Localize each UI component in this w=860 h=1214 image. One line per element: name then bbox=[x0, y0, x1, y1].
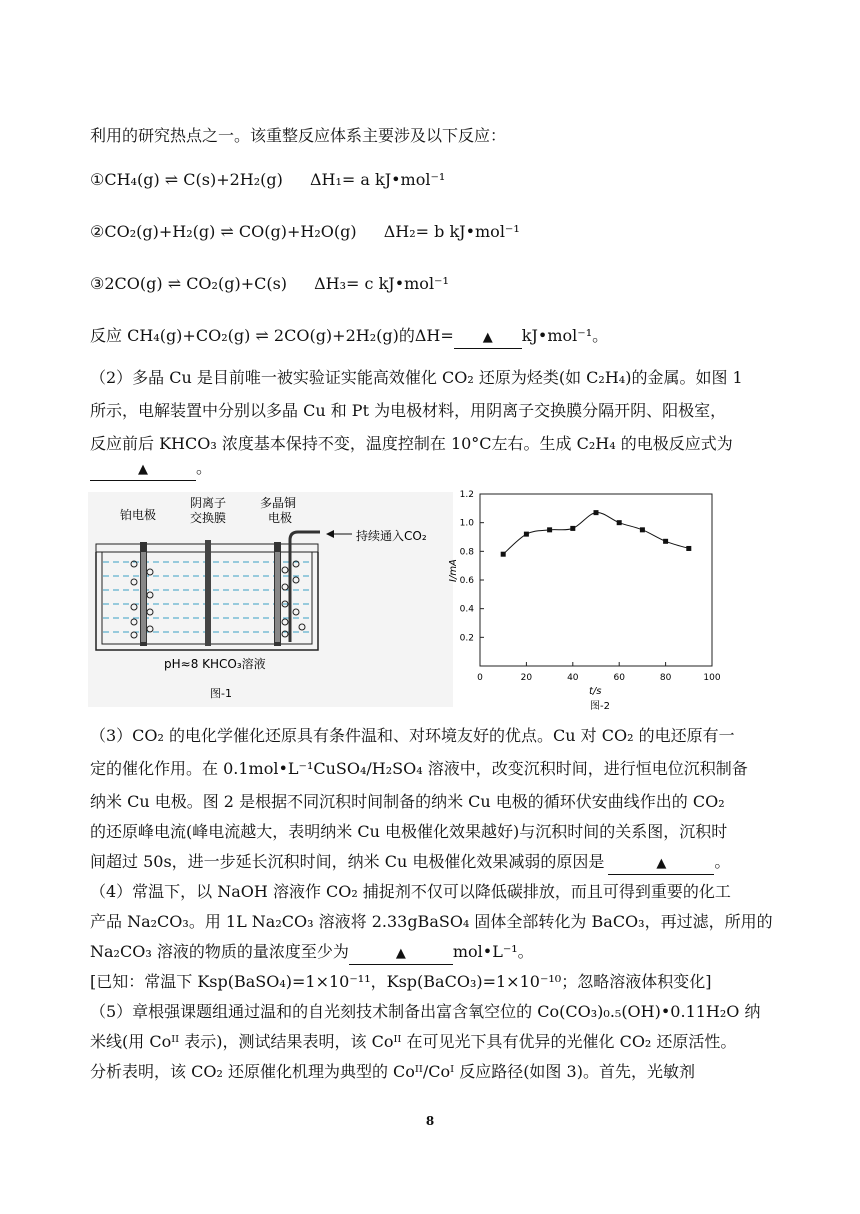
x-tick-label: 100 bbox=[703, 673, 721, 683]
answer-blank-1 bbox=[454, 326, 522, 349]
y-tick-label: 0.2 bbox=[459, 633, 474, 644]
x-tick-label: 40 bbox=[567, 673, 579, 683]
q3-line-5 bbox=[90, 852, 730, 875]
triangle-marker-icon: ▲ bbox=[395, 946, 406, 961]
question-1 bbox=[90, 326, 608, 349]
q2-line-4 bbox=[90, 458, 212, 481]
q2-line-2: 所示，电解装置中分别以多晶 Cu 和 Pt 为电极材料，用阴离子交换膜分隔开阴、阳极室， bbox=[90, 401, 727, 420]
y-tick-label: 0.8 bbox=[459, 547, 474, 558]
series-line bbox=[503, 513, 689, 555]
reaction-2-enthalpy: ΔH₂= b kJ•mol⁻¹ bbox=[383, 222, 520, 241]
x-tick-label: 80 bbox=[659, 673, 672, 683]
data-point bbox=[663, 539, 668, 544]
membrane-label-1: 阴离子 bbox=[190, 496, 227, 510]
triangle-marker-icon: ▲ bbox=[656, 856, 667, 871]
reaction-3-equation: ③2CO(g) ⇌ CO₂(g)+C(s) bbox=[90, 274, 288, 293]
data-point bbox=[617, 520, 622, 525]
q5-line-1: （5）章根强课题组通过温和的自光刻技术制备出富含氧空位的 Co(CO₃)₀.₅(OH)•0.11H₂O 纳 bbox=[90, 1002, 761, 1021]
x-axis-label: t/s bbox=[589, 686, 602, 697]
triangle-marker-icon: ▲ bbox=[482, 330, 493, 345]
co2-inlet-label: 持续通入CO₂ bbox=[356, 529, 427, 543]
x-tick-label: 0 bbox=[477, 673, 483, 683]
q3-end: 。 bbox=[714, 852, 731, 871]
q4-line-3-text: Na₂CO₃ 溶液的物质的量浓度至少为 bbox=[90, 942, 349, 961]
plot-frame bbox=[480, 494, 712, 666]
q5-line-3: 分析表明，该 CO₂ 还原催化机理为典型的 Coᴵᴵ/Coᴵ 反应路径(如图 3)。首先，光敏剂 bbox=[90, 1062, 695, 1081]
x-tick-label: 20 bbox=[520, 673, 533, 683]
cu-electrode-label-1: 多晶铜 bbox=[260, 496, 297, 510]
reaction-3 bbox=[90, 274, 449, 294]
intro-line: 利用的研究热点之一。该重整反应体系主要涉及以下反应： bbox=[90, 126, 507, 145]
q3-line-2: 定的催化作用。在 0.1mol•L⁻¹CuSO₄/H₂SO₄ 溶液中，改变沉积时间，进行恒电位沉积制备 bbox=[90, 759, 748, 778]
y-tick-label: 0.4 bbox=[459, 604, 474, 615]
answer-blank-2 bbox=[90, 458, 196, 481]
pt-electrode-label: 铂电极 bbox=[120, 508, 157, 522]
answer-blank-3 bbox=[608, 852, 714, 875]
reaction-3-enthalpy: ΔH₃= c kJ•mol⁻¹ bbox=[314, 274, 449, 293]
q2-line-1: （2）多晶 Cu 是目前唯一被实验证实能高效催化 CO₂ 还原为烃类(如 C₂H₄)的金属。如图 1 bbox=[90, 368, 743, 387]
q4-line-1: （4）常温下，以 NaOH 溶液作 CO₂ 捕捉剂不仅可以降低碳排放，而且可得到重要的化工 bbox=[90, 882, 731, 901]
q3-line-4: 的还原峰电流(峰电流越大，表明纳米 Cu 电极催化效果越好)与沉积时间的关系图，沉积时 bbox=[90, 822, 728, 841]
figure-2-caption: 图-2 bbox=[590, 701, 610, 712]
answer-blank-4 bbox=[349, 942, 453, 965]
q1-text: 反应 CH₄(g)+CO₂(g) ⇌ 2CO(g)+2H₂(g)的ΔH= bbox=[90, 326, 454, 345]
solution-label: pH≈8 KHCO₃溶液 bbox=[164, 657, 266, 671]
data-point bbox=[640, 527, 645, 532]
x-tick-label: 60 bbox=[613, 673, 625, 683]
figure-1-caption: 图-1 bbox=[210, 687, 232, 700]
q4-unit: mol•L⁻¹。 bbox=[452, 942, 534, 961]
q4-known-data: [已知：常温下 Ksp(BaSO₄)=1×10⁻¹¹，Ksp(BaCO₃)=1×10⁻¹⁰；忽略溶液体积变化] bbox=[90, 972, 712, 991]
cu-electrode-label-2: 电极 bbox=[268, 511, 293, 525]
figure-1-apparatus bbox=[88, 492, 453, 707]
reaction-2-equation: ②CO₂(g)+H₂(g) ⇌ CO(g)+H₂O(g) bbox=[90, 222, 357, 241]
q3-line-3: 纳米 Cu 电极。图 2 是根据不同沉积时间制备的纳米 Cu 电极的循环伏安曲线作出的 CO₂ bbox=[90, 792, 725, 811]
y-tick-label: 0.6 bbox=[459, 576, 474, 586]
y-tick-label: 1.2 bbox=[459, 490, 474, 500]
triangle-marker-icon: ▲ bbox=[138, 462, 148, 477]
q4-line-3 bbox=[90, 942, 534, 965]
page-number: 8 bbox=[425, 1114, 435, 1128]
figure-2-chart bbox=[440, 484, 725, 716]
reaction-2 bbox=[90, 222, 520, 242]
reaction-1-enthalpy: ΔH₁= a kJ•mol⁻¹ bbox=[309, 170, 446, 189]
data-point bbox=[547, 527, 552, 532]
q3-line-5-text: 间超过 50s，进一步延长沉积时间，纳米 Cu 电极催化效果减弱的原因是 bbox=[90, 852, 605, 871]
q5-line-2: 米线(用 Coᴵᴵ 表示)，测试结果表明，该 Coᴵᴵ 在可见光下具有优异的光催化 CO₂ 还原活性。 bbox=[90, 1032, 737, 1051]
q2-line-3: 反应前后 KHCO₃ 浓度基本保持不变，温度控制在 10°C左右。生成 C₂H₄ 的电极反应式为 bbox=[90, 434, 733, 453]
membrane-label-2: 交换膜 bbox=[190, 511, 227, 525]
data-point bbox=[524, 532, 529, 537]
q3-line-1: （3）CO₂ 的电化学催化还原具有条件温和、对环境友好的优点。Cu 对 CO₂ 的电还原有一 bbox=[90, 726, 735, 745]
q1-unit: kJ•mol⁻¹。 bbox=[521, 326, 609, 345]
q4-line-2: 产品 Na₂CO₃。用 1L Na₂CO₃ 溶液将 2.33gBaSO₄ 固体全部转化为 BaCO₃，再过滤，所用的 bbox=[90, 912, 773, 931]
y-tick-label: 1.0 bbox=[459, 518, 474, 529]
data-point bbox=[570, 526, 575, 531]
data-point bbox=[686, 546, 691, 551]
reaction-1-equation: ①CH₄(g) ⇌ C(s)+2H₂(g) bbox=[90, 170, 283, 189]
data-point bbox=[594, 510, 599, 515]
q2-end: 。 bbox=[196, 458, 213, 477]
reaction-1 bbox=[90, 170, 445, 190]
y-axis-label: I/mA bbox=[448, 559, 459, 582]
data-point bbox=[501, 552, 506, 557]
